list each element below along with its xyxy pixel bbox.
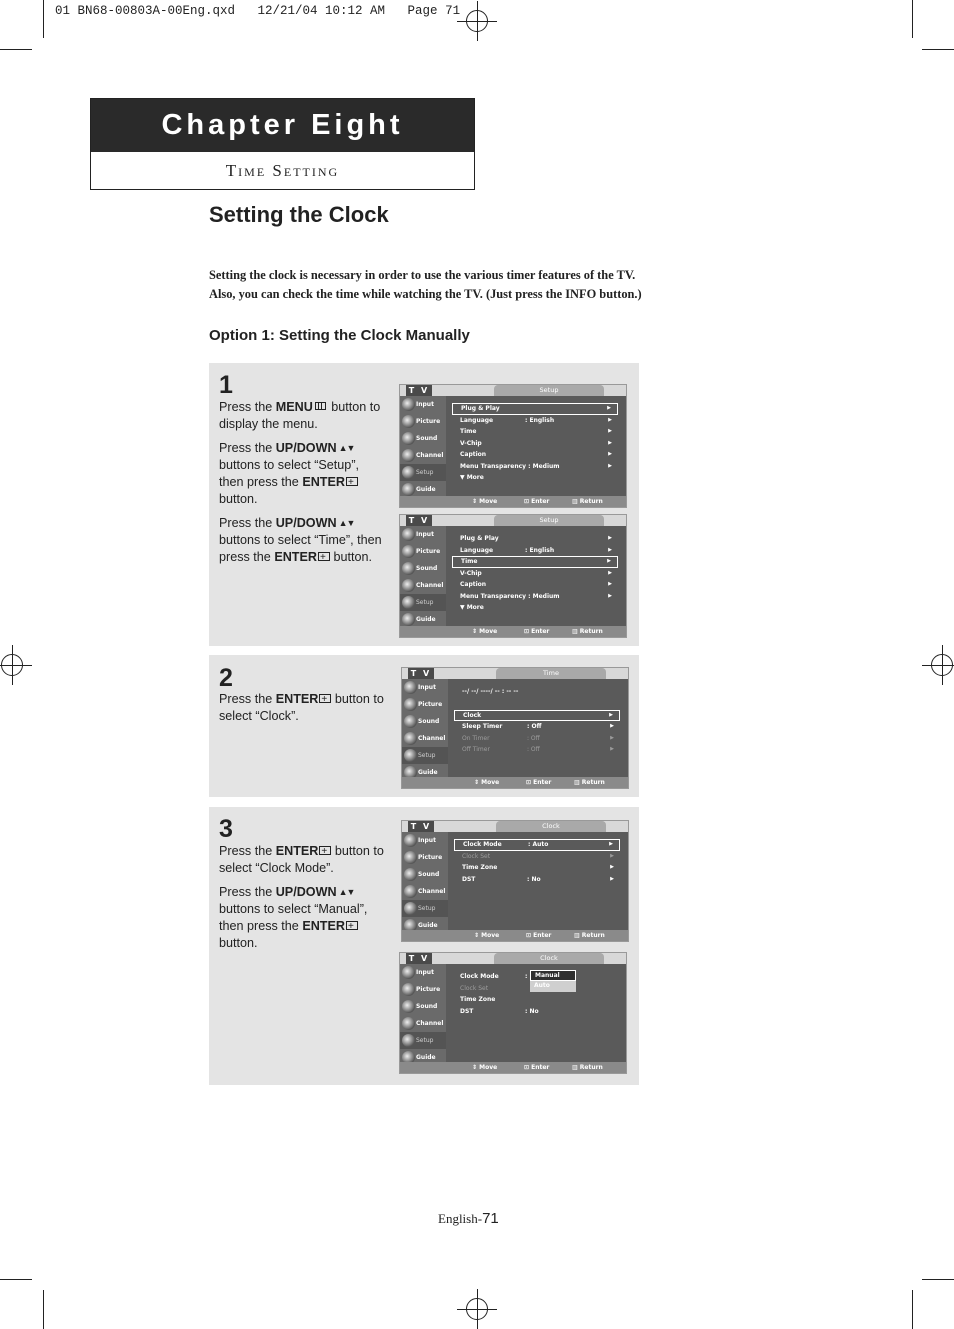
osd-title-bar	[400, 385, 626, 396]
menu-category-icon	[402, 545, 415, 558]
osd-sidebar-item	[402, 849, 448, 866]
osd-row-value: : Off	[527, 734, 540, 742]
osd-menu-row	[454, 721, 620, 733]
osd-row-label: Caption	[460, 451, 487, 458]
osd-sidebar-item	[402, 696, 448, 713]
osd-sidebar	[402, 679, 448, 777]
osd-menu-row	[452, 591, 618, 603]
menu-category-icon	[402, 596, 415, 609]
osd-row-value: : Off	[527, 746, 540, 753]
chapter-title: Chapter Eight	[91, 99, 474, 152]
osd-sidebar-label: Setup	[418, 752, 436, 759]
menu-category-icon	[402, 983, 415, 996]
osd-return-hint: ▥ Return	[574, 932, 605, 939]
menu-category-icon	[404, 902, 417, 915]
osd-row-value: : English	[525, 416, 555, 424]
osd-sidebar-item	[402, 747, 448, 764]
osd-sidebar-label: Setup	[416, 599, 434, 606]
osd-sidebar-label: Setup	[416, 469, 434, 476]
osd-menu-row	[452, 426, 618, 438]
osd-sidebar-label: Guide	[418, 922, 438, 929]
step-text	[219, 843, 387, 959]
osd-row-label: Sleep Timer	[462, 723, 503, 730]
osd-row-label: Caption	[460, 581, 487, 588]
osd-sidebar-label: Picture	[416, 986, 441, 993]
osd-sidebar-label: Sound	[418, 871, 440, 878]
step-number: 2	[219, 664, 233, 692]
menu-category-icon	[402, 1017, 415, 1030]
osd-sidebar-item	[402, 866, 448, 883]
osd-sidebar	[400, 526, 446, 626]
right-arrow-icon: ▶	[608, 439, 612, 446]
osd-sidebar	[400, 396, 446, 496]
option-title: Option 1: Setting the Clock Manually	[209, 327, 470, 344]
right-arrow-icon: ▶	[607, 558, 611, 564]
page-number: 71	[482, 1210, 499, 1227]
osd-tv-label: T V	[406, 953, 432, 964]
osd-sidebar-label: Sound	[416, 565, 438, 572]
chapter-subtitle: Time Setting	[225, 161, 340, 180]
osd-sidebar-label: Guide	[418, 769, 438, 776]
osd-menu-row	[452, 449, 618, 461]
osd-menu-row	[452, 556, 618, 568]
osd-sidebar-item	[402, 713, 448, 730]
menu-category-icon	[402, 613, 415, 626]
page-footer	[438, 1210, 499, 1227]
enter-icon	[319, 694, 331, 703]
right-arrow-icon: ▶	[608, 462, 612, 469]
osd-return-hint: ▥ Return	[572, 628, 603, 635]
osd-clock-readout: --/ --/ ----/ -- : -- --	[462, 688, 519, 695]
button-name: ENTER	[302, 919, 345, 933]
updown-icon: ▲▼	[338, 443, 355, 453]
osd-row-label: DST	[462, 875, 476, 883]
osd-move-hint: ⇕ Move	[472, 628, 498, 635]
osd-screen-clock-1	[401, 820, 629, 942]
osd-sidebar-label: Channel	[416, 582, 444, 589]
osd-row-label: Off Timer	[462, 746, 490, 753]
step-number: 1	[219, 371, 233, 399]
osd-menu-list	[452, 403, 618, 484]
osd-help-bar	[402, 777, 628, 788]
menu-category-icon	[402, 1034, 415, 1047]
osd-move-hint: ⇕ Move	[472, 1064, 498, 1071]
osd-enter-hint: ⊡ Enter	[524, 498, 550, 505]
right-arrow-icon: ▶	[608, 535, 612, 541]
osd-sidebar-label: Setup	[418, 905, 436, 912]
osd-sidebar-item	[402, 832, 448, 849]
osd-title-bar	[400, 953, 626, 964]
button-name: UP/DOWN	[275, 516, 337, 530]
osd-return-hint: ▥ Return	[572, 1064, 603, 1071]
osd-menu-row	[454, 710, 620, 722]
osd-menu-title: Time	[496, 668, 606, 679]
osd-menu-row	[452, 438, 618, 450]
osd-row-value: : Auto	[528, 841, 549, 848]
osd-sidebar-item	[400, 447, 446, 464]
menu-category-icon	[402, 528, 415, 541]
updown-icon: ▲▼	[338, 518, 355, 528]
osd-sidebar-item	[402, 883, 448, 900]
osd-row-label: V-Chip	[460, 569, 482, 577]
osd-sidebar-label: Picture	[416, 418, 441, 425]
osd-enter-hint: ⊡ Enter	[524, 628, 550, 635]
button-name: ENTER	[275, 844, 319, 858]
button-name: ENTER	[302, 475, 345, 489]
osd-help-bar	[402, 930, 628, 941]
osd-row-label: V-Chip	[460, 439, 482, 447]
right-arrow-icon: ▶	[610, 875, 614, 882]
osd-sidebar-item	[400, 430, 446, 447]
right-arrow-icon: ▶	[610, 852, 614, 859]
osd-dropdown	[530, 970, 576, 992]
enter-icon	[346, 477, 358, 486]
osd-sidebar-item	[400, 964, 446, 981]
menu-category-icon	[404, 749, 417, 762]
osd-sidebar-item	[402, 900, 448, 917]
osd-sidebar-label: Sound	[416, 435, 438, 442]
menu-category-icon	[402, 1000, 415, 1013]
registration-mark-top	[466, 10, 488, 32]
osd-tv-label: T V	[408, 668, 434, 679]
menu-category-icon	[402, 449, 415, 462]
osd-row-label: ▼ More	[460, 604, 484, 611]
osd-title-bar	[400, 515, 626, 526]
osd-sidebar-label: Input	[416, 531, 434, 538]
osd-sidebar-item	[400, 560, 446, 577]
osd-move-hint: ⇕ Move	[472, 498, 498, 505]
step-text	[219, 399, 387, 573]
osd-sidebar-item	[400, 998, 446, 1015]
osd-row-label: Time Zone	[462, 864, 498, 871]
menu-category-icon	[404, 868, 417, 881]
menu-category-icon	[402, 579, 415, 592]
osd-help-bar	[400, 496, 626, 507]
osd-menu-row	[452, 602, 618, 614]
osd-sidebar-label: Channel	[416, 1020, 444, 1027]
osd-sidebar-item	[400, 981, 446, 998]
osd-sidebar-label: Guide	[416, 616, 436, 623]
osd-move-hint: ⇕ Move	[474, 932, 500, 939]
osd-screen-setup-1	[399, 384, 627, 508]
osd-row-value: : No	[527, 875, 541, 883]
osd-row-label: Menu Transparency : Medium	[460, 592, 560, 600]
osd-sidebar-label: Channel	[416, 452, 444, 459]
osd-sidebar-item	[402, 679, 448, 696]
osd-sidebar-item	[400, 594, 446, 611]
osd-return-hint: ▥ Return	[574, 779, 605, 786]
right-arrow-icon: ▶	[609, 841, 613, 847]
osd-row-label: Time Zone	[460, 996, 496, 1003]
menu-category-icon	[402, 398, 415, 411]
osd-row-label: Time	[461, 558, 478, 565]
page-title: Setting the Clock	[209, 202, 389, 227]
osd-move-hint: ⇕ Move	[474, 779, 500, 786]
osd-menu-row	[452, 568, 618, 580]
menu-category-icon	[404, 698, 417, 711]
osd-title-bar	[402, 821, 628, 832]
button-name: UP/DOWN	[275, 885, 337, 899]
instruction: Press the ENTER+ button to select “Clock”.	[219, 691, 387, 725]
osd-sidebar	[400, 964, 446, 1062]
osd-sidebar-item	[400, 577, 446, 594]
osd-menu-list	[454, 839, 620, 885]
step-number: 3	[219, 815, 233, 843]
instruction: Press the ENTER+ button to select “Clock Mode”.	[219, 843, 387, 877]
osd-row-label: On Timer	[462, 734, 490, 742]
osd-sidebar-label: Guide	[416, 1054, 436, 1061]
osd-row-label: Menu Transparency : Medium	[460, 462, 560, 470]
menu-category-icon	[402, 415, 415, 428]
osd-sidebar-label: Picture	[418, 854, 443, 861]
osd-screen-setup-2	[399, 514, 627, 638]
intro-text	[209, 266, 729, 304]
registration-mark-bottom	[466, 1298, 488, 1320]
right-arrow-icon: ▶	[610, 734, 614, 741]
menu-category-icon	[404, 732, 417, 745]
osd-enter-hint: ⊡ Enter	[526, 779, 552, 786]
registration-mark-left	[1, 654, 23, 676]
enter-icon	[346, 921, 358, 930]
menu-category-icon	[404, 851, 417, 864]
right-arrow-icon: ▶	[608, 592, 612, 599]
osd-menu-row	[454, 744, 620, 756]
footer-label: English-	[438, 1211, 483, 1226]
enter-icon	[319, 846, 331, 855]
updown-icon: ▲▼	[338, 887, 355, 897]
right-arrow-icon: ▶	[608, 428, 612, 434]
osd-dropdown-option: Manual	[530, 970, 576, 981]
osd-menu-list	[454, 686, 620, 756]
step-text	[219, 691, 387, 732]
print-header: 01 BN68-00803A-00Eng.qxd 12/21/04 10:12 AM Page 71	[55, 4, 461, 18]
osd-sidebar-label: Input	[418, 837, 436, 844]
intro-line-1: Setting the clock is necessary in order to use the various timer features of the TV.	[209, 268, 636, 282]
right-arrow-icon: ▶	[608, 569, 612, 576]
osd-row-value: :	[525, 973, 528, 980]
menu-category-icon	[402, 432, 415, 445]
menu-category-icon	[402, 562, 415, 575]
osd-menu-row	[454, 851, 620, 863]
osd-sidebar-label: Picture	[418, 701, 443, 708]
osd-row-value: : No	[525, 1007, 539, 1015]
osd-help-bar	[400, 626, 626, 637]
menu-category-icon	[402, 483, 415, 496]
intro-line-2: Also, you can check the time while watching the TV. (Just press the INFO button.)	[209, 287, 642, 301]
right-arrow-icon: ▶	[610, 864, 614, 870]
osd-row-label: Plug & Play	[461, 405, 500, 412]
right-arrow-icon: ▶	[607, 405, 611, 411]
button-name: MENU	[275, 400, 313, 414]
menu-category-icon	[404, 885, 417, 898]
osd-sidebar-label: Input	[418, 684, 436, 691]
instruction: Press the UP/DOWN ▲▼ buttons to select “Manual”, then press the ENTER+ button.	[219, 884, 387, 952]
osd-row-value: : Off	[527, 723, 542, 730]
osd-menu-row	[454, 862, 620, 874]
osd-menu-row	[452, 533, 618, 545]
right-arrow-icon: ▶	[610, 746, 614, 752]
osd-row-label: Plug & Play	[460, 535, 499, 542]
osd-row-label: ▼ More	[460, 474, 484, 481]
osd-menu-row	[452, 472, 618, 484]
osd-sidebar-label: Setup	[416, 1037, 434, 1044]
osd-sidebar-label: Sound	[418, 718, 440, 725]
osd-sidebar-item	[400, 543, 446, 560]
osd-sidebar	[402, 832, 448, 930]
menu-category-icon	[404, 715, 417, 728]
osd-row-label: Clock Set	[460, 984, 489, 992]
button-name: UP/DOWN	[275, 441, 337, 455]
osd-sidebar-label: Input	[416, 969, 434, 976]
osd-screen-time	[401, 667, 629, 789]
osd-menu-row	[452, 415, 618, 427]
right-arrow-icon: ▶	[609, 711, 613, 718]
right-arrow-icon: ▶	[610, 723, 614, 729]
instruction: Press the UP/DOWN ▲▼ buttons to select “Time”, then press the ENTER+ button.	[219, 515, 387, 566]
menu-icon	[315, 402, 326, 410]
instruction: Press the MENU button to display the menu.	[219, 400, 381, 431]
osd-row-label: Time	[460, 428, 477, 435]
osd-sidebar-item	[400, 1032, 446, 1049]
osd-row-label: Clock Set	[462, 852, 491, 860]
osd-row-label: Clock Mode	[460, 973, 499, 980]
osd-title-bar	[402, 668, 628, 679]
osd-menu-title: Clock	[494, 953, 604, 964]
osd-menu-title: Setup	[494, 515, 604, 526]
right-arrow-icon: ▶	[608, 416, 612, 423]
osd-return-hint: ▥ Return	[572, 498, 603, 505]
osd-menu-row	[452, 545, 618, 557]
osd-sidebar-item	[400, 413, 446, 430]
osd-sidebar-label: Channel	[418, 735, 446, 742]
osd-sidebar-label: Channel	[418, 888, 446, 895]
osd-row-value: : English	[525, 546, 555, 554]
osd-menu-row	[452, 994, 618, 1006]
osd-sidebar-item	[400, 464, 446, 481]
osd-tv-label: T V	[406, 385, 432, 396]
osd-sidebar-label: Sound	[416, 1003, 438, 1010]
osd-menu-row	[454, 839, 620, 851]
osd-menu-row	[452, 579, 618, 591]
osd-menu-title: Clock	[496, 821, 606, 832]
osd-sidebar-item	[400, 526, 446, 543]
menu-category-icon	[402, 966, 415, 979]
osd-menu-title: Setup	[494, 385, 604, 396]
chapter-banner	[90, 98, 475, 190]
osd-tv-label: T V	[406, 515, 432, 526]
osd-menu-row	[452, 1006, 618, 1018]
enter-icon	[318, 552, 330, 561]
menu-category-icon	[404, 681, 417, 694]
osd-menu-row	[452, 461, 618, 473]
osd-tv-label: T V	[408, 821, 434, 832]
menu-category-icon	[402, 466, 415, 479]
osd-row-label: DST	[460, 1007, 474, 1015]
osd-menu-list	[452, 533, 618, 614]
osd-row-label: Clock Mode	[463, 841, 502, 848]
instruction: Press the UP/DOWN ▲▼ buttons to select “Setup”, then press the ENTER+ button.	[219, 440, 387, 508]
osd-sidebar-item	[402, 730, 448, 747]
osd-sidebar-item	[400, 396, 446, 413]
osd-sidebar-label: Picture	[416, 548, 441, 555]
osd-sidebar-item	[400, 1015, 446, 1032]
button-name: ENTER	[274, 550, 317, 564]
osd-dropdown-option: Auto	[530, 981, 576, 992]
osd-row-label: Clock	[463, 711, 482, 719]
osd-sidebar-label: Guide	[416, 486, 436, 493]
osd-sidebar-label: Input	[416, 401, 434, 408]
menu-category-icon	[404, 834, 417, 847]
right-arrow-icon: ▶	[608, 546, 612, 553]
osd-enter-hint: ⊡ Enter	[524, 1064, 550, 1071]
osd-menu-row	[454, 733, 620, 745]
right-arrow-icon: ▶	[608, 581, 612, 587]
button-name: ENTER	[275, 692, 319, 706]
osd-row-label: Language	[460, 546, 494, 554]
registration-mark-right	[931, 654, 953, 676]
osd-enter-hint: ⊡ Enter	[526, 932, 552, 939]
osd-menu-row	[452, 403, 618, 415]
osd-row-label: Language	[460, 416, 494, 424]
osd-screen-clock-2	[399, 952, 627, 1074]
osd-menu-row	[454, 874, 620, 886]
osd-help-bar	[400, 1062, 626, 1073]
right-arrow-icon: ▶	[608, 451, 612, 457]
